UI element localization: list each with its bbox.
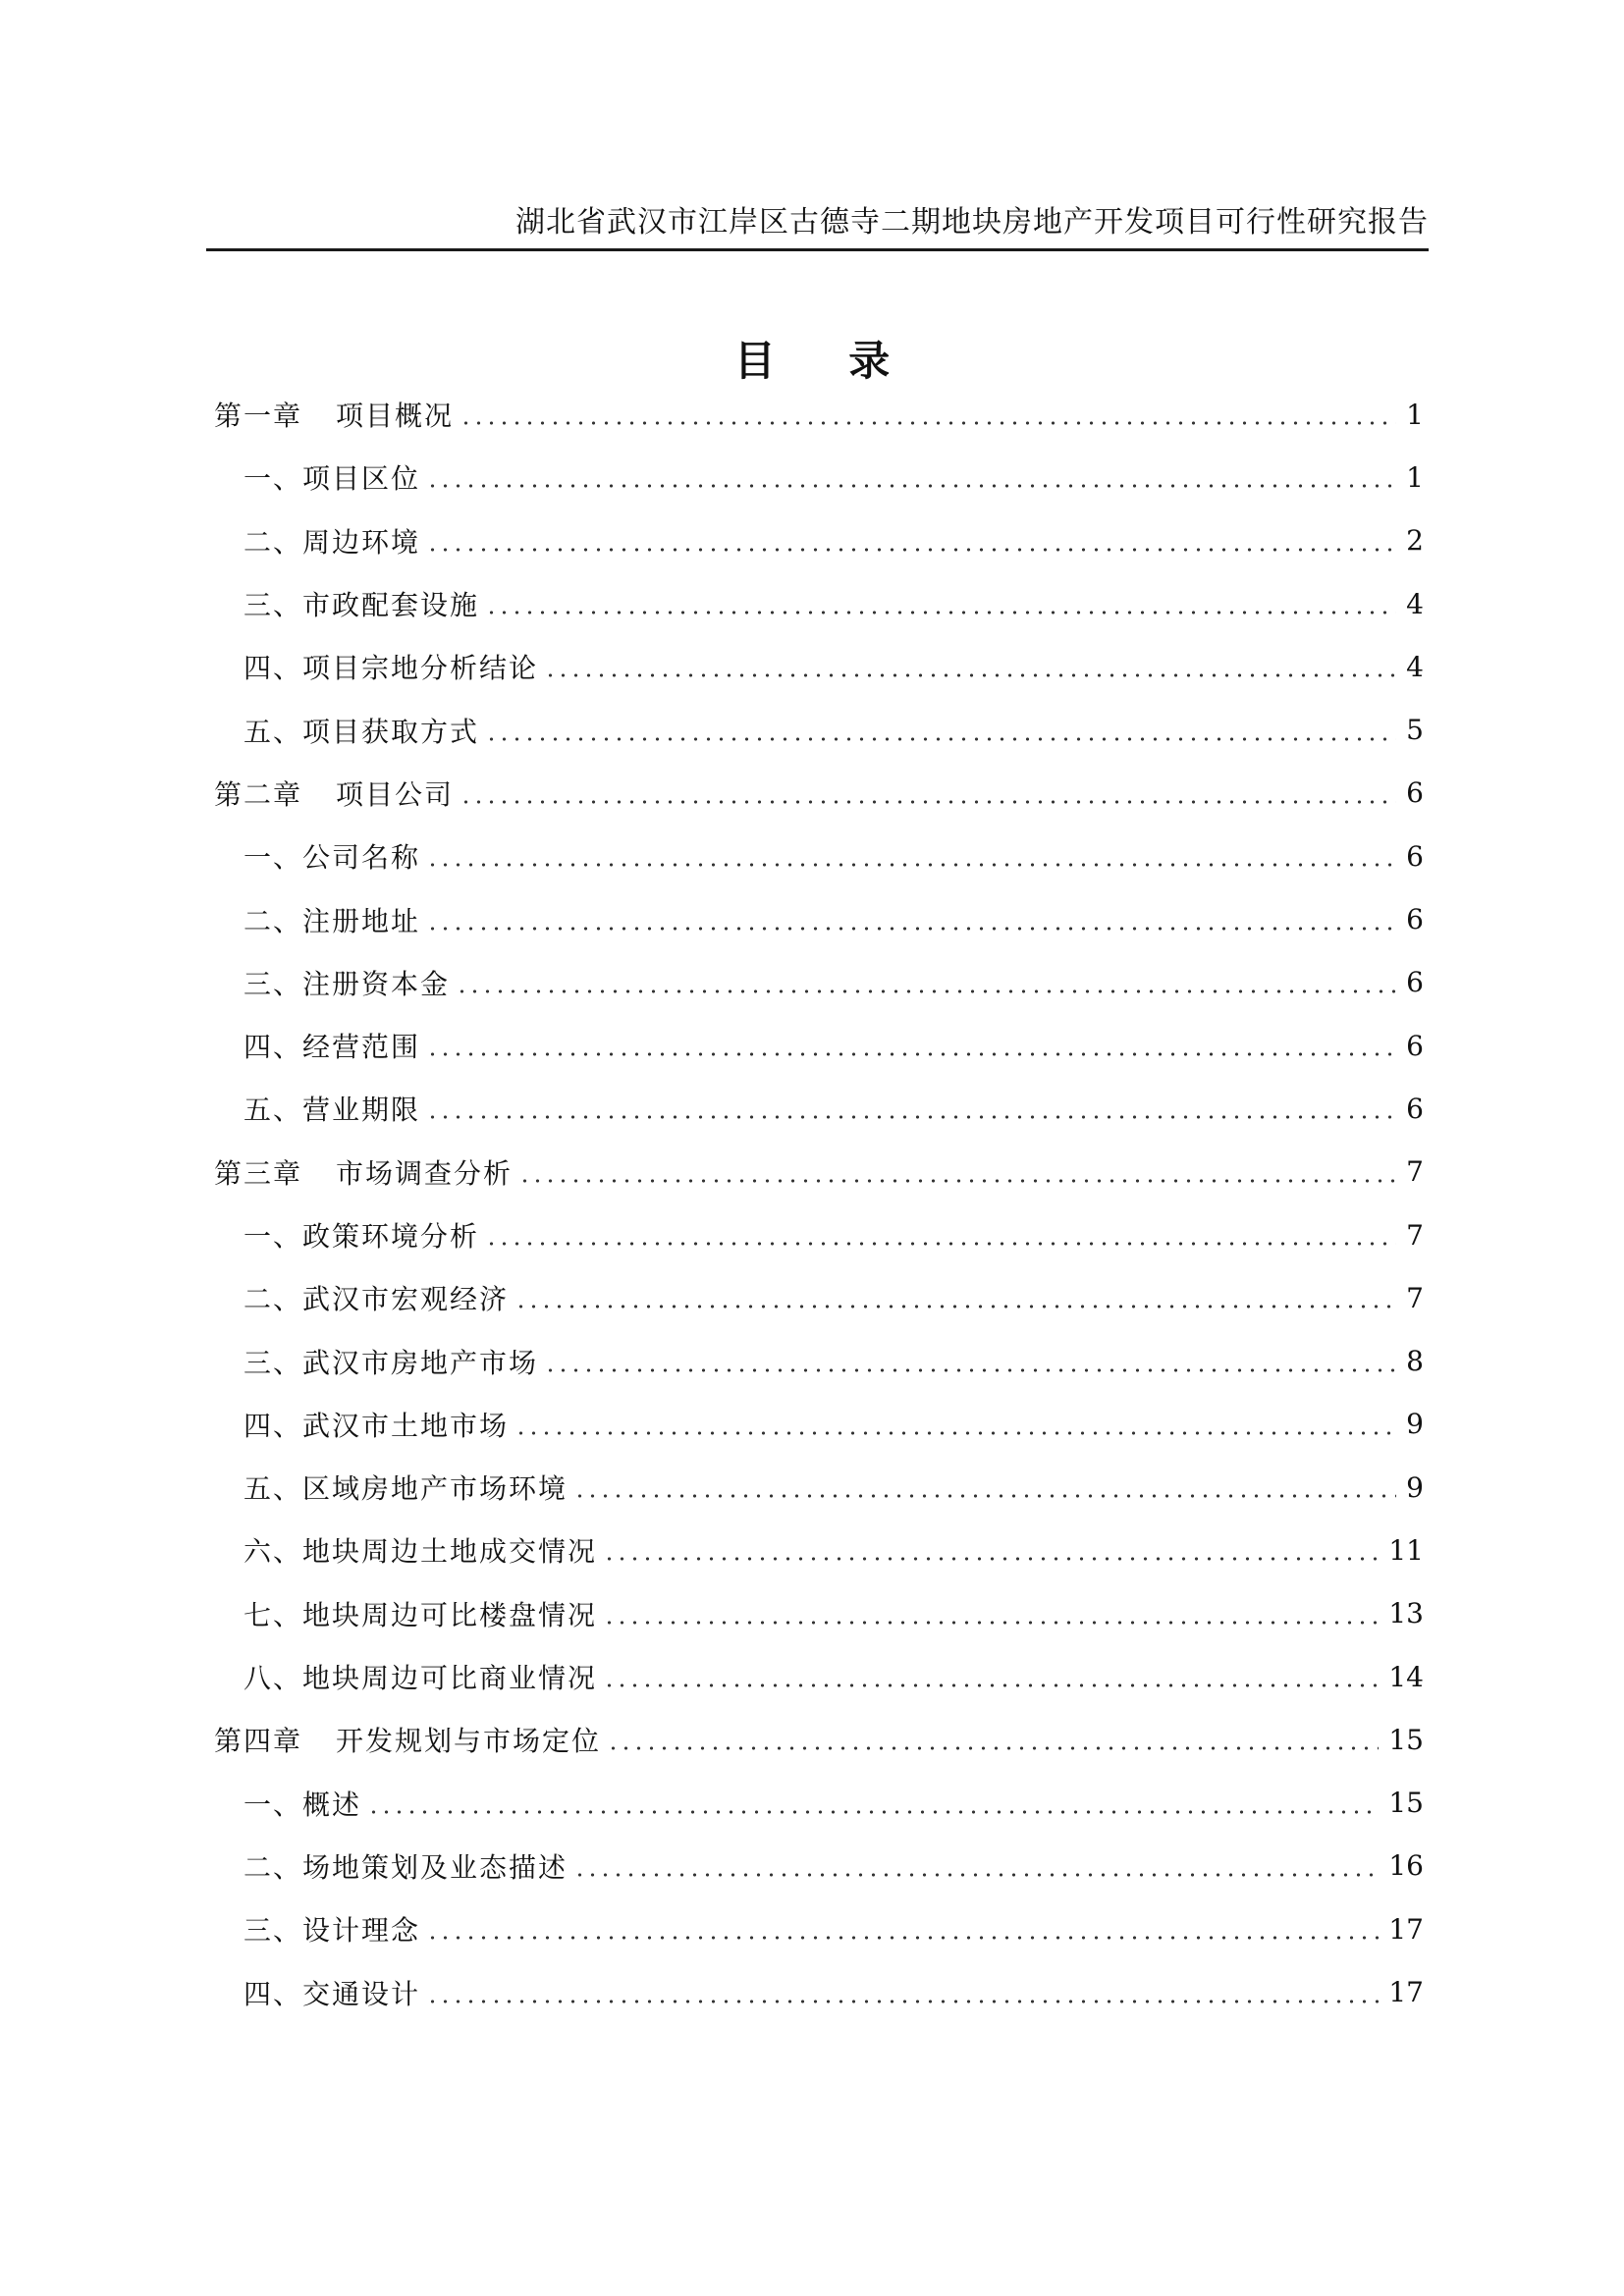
toc-section-entry[interactable]: [214, 446, 1424, 508]
toc-page-number: 15: [1388, 1723, 1424, 1756]
toc-entry-label: [244, 1973, 420, 2012]
page-header: [206, 196, 1429, 251]
toc-section-entry[interactable]: [214, 825, 1424, 887]
toc-section-entry[interactable]: [214, 635, 1424, 698]
toc-entry-label: [244, 457, 420, 497]
dot-leader: [518, 1158, 1396, 1186]
toc-entry-text: 二、武汉市宏观经济: [244, 1283, 510, 1316]
toc-entry-text: 七、地块周边可比楼盘情况: [244, 1598, 598, 1631]
toc-entry-label: [244, 900, 420, 939]
toc-entry-label: [244, 836, 420, 876]
dot-leader: [485, 1221, 1396, 1249]
toc-section-entry[interactable]: [214, 1897, 1424, 1960]
toc-entry-label: [244, 1784, 361, 1823]
toc-entry-text: 六、地块周边土地成交情况: [244, 1535, 598, 1569]
toc-entry-label: [244, 1530, 597, 1570]
toc-entry-text: 四、交通设计: [244, 1977, 421, 2010]
dot-leader: [426, 1915, 1379, 1943]
toc-entry-text: 五、营业期限: [244, 1094, 421, 1127]
toc-entry-label: [244, 1342, 538, 1381]
toc-entry-text: 项目概况: [336, 400, 455, 433]
toc-entry-label: [244, 1909, 420, 1949]
toc-entry-label: [244, 963, 450, 1002]
toc-page-number: 6: [1406, 776, 1424, 810]
toc-chapter-entry[interactable]: [214, 762, 1424, 825]
toc-page-number: 14: [1388, 1660, 1424, 1693]
toc-entry-label: [244, 521, 420, 561]
toc-page-number: 7: [1406, 1155, 1424, 1189]
toc-entry-label: [214, 395, 454, 434]
toc-section-entry[interactable]: [214, 1329, 1424, 1392]
toc-page-number: 4: [1406, 650, 1424, 683]
toc-section-entry[interactable]: [214, 572, 1424, 635]
toc-page-number: 16: [1388, 1849, 1424, 1883]
table-of-contents: [214, 383, 1424, 2024]
dot-leader: [603, 1600, 1379, 1628]
toc-entry-label: [214, 1720, 601, 1759]
toc-page-number: 9: [1406, 1470, 1424, 1504]
toc-entry-label: [244, 1215, 479, 1255]
toc-page-number: 13: [1388, 1597, 1424, 1630]
toc-entry-text: 五、区域房地产市场环境: [244, 1472, 568, 1506]
toc-entry-text: 三、设计理念: [244, 1914, 421, 1948]
toc-entry-text: 一、公司名称: [244, 841, 421, 875]
dot-leader: [573, 1852, 1379, 1880]
toc-section-entry[interactable]: [214, 1645, 1424, 1708]
toc-section-entry[interactable]: [214, 509, 1424, 572]
toc-entry-label: [244, 1468, 568, 1507]
toc-page-number: 15: [1388, 1787, 1424, 1820]
toc-section-entry[interactable]: [214, 698, 1424, 761]
dot-leader: [460, 779, 1396, 807]
toc-page-number: 2: [1406, 524, 1424, 558]
dot-leader: [573, 1473, 1396, 1501]
toc-section-entry[interactable]: [214, 1203, 1424, 1266]
dot-leader: [514, 1284, 1396, 1311]
toc-page-number: 7: [1406, 1281, 1424, 1314]
dot-leader: [426, 842, 1396, 870]
toc-chapter-entry[interactable]: [214, 1141, 1424, 1203]
toc-entry-label: [244, 1846, 568, 1886]
dot-leader: [603, 1536, 1379, 1564]
toc-title: 目 录: [733, 337, 920, 385]
toc-page-number: 17: [1388, 1912, 1424, 1946]
dot-leader: [460, 400, 1396, 428]
dot-leader: [426, 906, 1396, 934]
toc-entry-text: 一、政策环境分析: [244, 1220, 480, 1253]
toc-entry-text: 开发规划与市场定位: [336, 1725, 602, 1758]
dot-leader: [426, 527, 1396, 555]
toc-entry-text: 四、武汉市土地市场: [244, 1409, 510, 1442]
toc-section-entry[interactable]: [214, 1772, 1424, 1835]
toc-entry-label: [214, 1152, 513, 1192]
toc-section-entry[interactable]: [214, 1960, 1424, 2023]
toc-entry-text: 二、场地策划及业态描述: [244, 1850, 568, 1884]
toc-entry-text: 市场调查分析: [336, 1156, 514, 1190]
toc-page-number: 1: [1406, 460, 1424, 494]
toc-chapter-entry[interactable]: [214, 383, 1424, 446]
dot-leader: [544, 653, 1396, 680]
chapter-number: 第三章: [214, 1156, 303, 1190]
dot-leader: [426, 1979, 1379, 2006]
toc-entry-text: 四、经营范围: [244, 1031, 421, 1064]
dot-leader: [514, 1411, 1396, 1438]
chapter-number: 第一章: [214, 400, 303, 433]
toc-entry-label: [244, 1026, 420, 1065]
toc-entry-label: [244, 1278, 509, 1317]
dot-leader: [456, 969, 1396, 996]
report-title: 湖北省武汉市江岸区古德寺二期地块房地产开发项目可行性研究报告: [515, 205, 1429, 240]
toc-page-number: 6: [1406, 903, 1424, 936]
toc-entry-label: [244, 711, 479, 750]
toc-entry-label: [244, 1657, 597, 1696]
dot-leader: [426, 1095, 1396, 1122]
toc-entry-text: 二、周边环境: [244, 525, 421, 559]
toc-entry-text: 一、概述: [244, 1788, 362, 1821]
dot-leader: [544, 1348, 1396, 1375]
toc-page-number: 5: [1406, 714, 1424, 747]
toc-entry-label: [244, 647, 538, 686]
toc-entry-text: 一、项目区位: [244, 462, 421, 496]
dot-leader: [367, 1789, 1379, 1817]
dot-leader: [426, 1032, 1396, 1059]
dot-leader: [426, 463, 1396, 491]
dot-leader: [485, 590, 1396, 617]
toc-page-number: 6: [1406, 1092, 1424, 1125]
toc-entry-label: [244, 1594, 597, 1633]
toc-entry-text: 五、项目获取方式: [244, 715, 480, 748]
toc-section-entry[interactable]: [214, 1014, 1424, 1077]
toc-entry-text: 三、市政配套设施: [244, 589, 480, 622]
toc-entry-label: [244, 1089, 420, 1128]
toc-page-number: 7: [1406, 1218, 1424, 1252]
toc-page-number: 6: [1406, 1029, 1424, 1062]
toc-section-entry[interactable]: [214, 1519, 1424, 1581]
toc-entry-label: [244, 1405, 509, 1444]
toc-page-number: 4: [1406, 587, 1424, 620]
toc-section-entry[interactable]: [214, 1456, 1424, 1519]
dot-leader: [485, 717, 1396, 744]
toc-entry-text: 三、注册资本金: [244, 967, 451, 1000]
toc-entry-text: 四、项目宗地分析结论: [244, 652, 539, 685]
toc-page-number: 9: [1406, 1408, 1424, 1441]
dot-leader: [603, 1663, 1379, 1690]
toc-chapter-entry[interactable]: [214, 1708, 1424, 1771]
toc-entry-label: [214, 774, 454, 813]
toc-page-number: 1: [1406, 398, 1424, 431]
toc-entry-text: 八、地块周边可比商业情况: [244, 1662, 598, 1695]
toc-page-number: 8: [1406, 1345, 1424, 1378]
toc-section-entry[interactable]: [214, 1266, 1424, 1329]
toc-section-entry[interactable]: [214, 887, 1424, 950]
toc-page-number: 11: [1388, 1533, 1424, 1567]
toc-entry-text: 二、注册地址: [244, 904, 421, 937]
chapter-number: 第二章: [214, 777, 303, 811]
toc-section-entry[interactable]: [214, 951, 1424, 1014]
toc-section-entry[interactable]: [214, 1077, 1424, 1140]
toc-entry-text: 项目公司: [336, 777, 455, 811]
chapter-number: 第四章: [214, 1725, 303, 1758]
toc-entry-text: 三、武汉市房地产市场: [244, 1346, 539, 1379]
toc-page-number: 6: [1406, 966, 1424, 999]
toc-page-number: 6: [1406, 839, 1424, 873]
toc-section-entry[interactable]: [214, 1393, 1424, 1456]
toc-entry-label: [244, 584, 479, 623]
dot-leader: [607, 1726, 1379, 1753]
toc-section-entry[interactable]: [214, 1835, 1424, 1897]
toc-page-number: 17: [1388, 1976, 1424, 2009]
toc-section-entry[interactable]: [214, 1582, 1424, 1645]
